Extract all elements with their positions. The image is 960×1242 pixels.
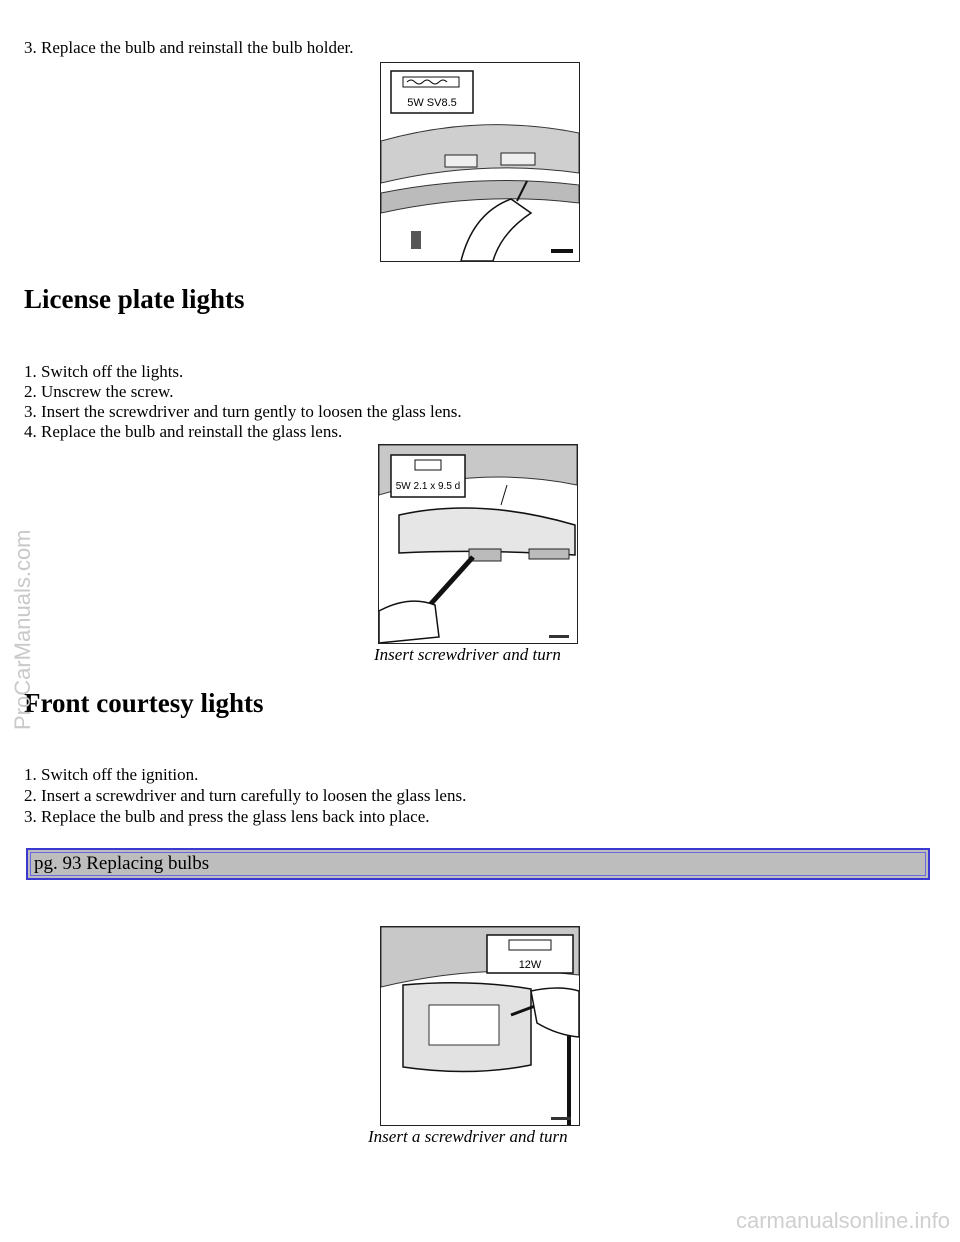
step-text: 3. Replace the bulb and reinstall the bulb holder. [24, 38, 354, 57]
step-text: 1. Switch off the ignition. [24, 765, 199, 784]
step-text: 3. Insert the screwdriver and turn gently to loosen the glass lens. [24, 402, 462, 421]
figure-caption: Insert screwdriver and turn [374, 645, 561, 664]
courtesy-light-illustration [380, 926, 580, 1126]
page-header-bar [26, 848, 930, 880]
section-heading-front-courtesy-lights: Front courtesy lights [24, 688, 264, 718]
section-heading-license-plate-lights: License plate lights [24, 284, 245, 314]
step-text: 2. Insert a screwdriver and turn carefully to loosen the glass lens. [24, 786, 467, 805]
footer-watermark: carmanualsonline.info [735, 1208, 950, 1233]
bulb-label: 5W 2.1 x 9.5 d [395, 481, 461, 492]
step-text: 4. Replace the bulb and reinstall the glass lens. [24, 422, 343, 441]
bulb-label: 5W SV8.5 [407, 97, 457, 109]
step-text: 3. Replace the bulb and press the glass lens back into place. [24, 807, 430, 826]
side-watermark: ProCarManuals.com [10, 529, 35, 730]
step-text: 2. Unscrew the screw. [24, 382, 174, 401]
step-text: 1. Switch off the lights. [24, 362, 184, 381]
license-plate-light-illustration [378, 444, 578, 644]
bulb-label: 12W [518, 959, 542, 971]
bulb-holder-illustration [380, 62, 580, 262]
page-header-text: pg. 93 Replacing bulbs [34, 853, 210, 874]
figure-caption: Insert a screwdriver and turn [368, 1127, 568, 1146]
